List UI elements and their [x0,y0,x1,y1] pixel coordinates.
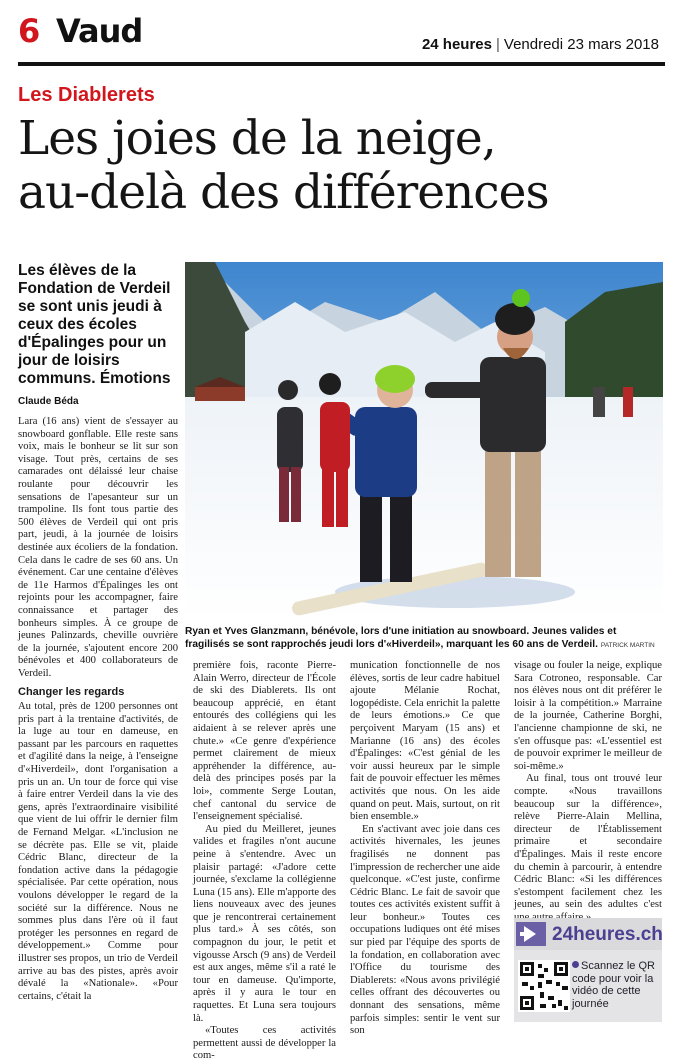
promo-description [572,960,660,1010]
text-column-3 [350,660,500,1037]
paragraph: «Toutes ces activités permettent aussi de développer la com- [193,1025,336,1062]
promo-website[interactable]: 24heures.ch [552,924,663,945]
photo-caption [185,626,663,652]
promo-text: Scannez le QR code pour voir la vidéo de cette journée [572,960,655,1010]
video-promo-box [514,918,662,1022]
masthead [422,36,659,53]
bullet-icon [572,961,579,968]
page-number: 6 [18,12,41,50]
subheading: Changer les regards [18,686,125,699]
newspaper-name: 24 heures [421,36,492,53]
paragraph: munication fonctionnelle de nos élèves, sortis de leur cadre habituel ajoute Mélanie Rochat, logopédiste. Cela enrichit la palette de leurs émotions.» Ce que perçoivent Maryam (15 ans) et Marianne (16 ans) des écoles d'Épalinges: «C'est génial de les voir aussi heureux par le simple fait de pouvoir effectuer les mêmes activités que nous. On les aide quand on peut. Mais, surtout, on rit bien ensemble.» [350,660,500,823]
header-rule [18,62,665,66]
article-headline [18,112,658,220]
arrow-right-icon [516,922,546,946]
article-kicker: Les Diablerets [18,84,155,106]
section-name: Vaud [56,12,143,50]
text-column-4 [514,660,662,911]
paragraph: Au pied du Meilleret, jeunes valides et fragiles n'ont aucune peine à s'entendre. Avec un plaisir partagé: «J'adore cette journée, s'exclame la collégienne Luna (15 ans). Elle m'apporte des liens nouveaux avec des jeunes que je rencontrerai certainement plus tard.» À ses côtés, son compagnon du jour, le petit et vigousse Arsch (9 ans) de Verdeil est aux anges, même s'il a raté le tour en dameuse. Qu'importe, après il y aura le tour en raquettes. Et Luna sera toujours là. [193,823,336,1024]
paragraph: Au total, près de 1200 personnes ont pris part à la trentaine d'activités, de la luge au tour en dameuse, en passant par les parcours en raquettes et d'agilité dans la neige, à l'enseigne d'«Hiverdeil», dont l'organisation a pris un an. Un tour de force qui vise à faire entrer Verdeil dans la vie des gens, après l'extraordinaire visibilité que vient de lui offrir le dernier film de Fernand Melgar. «L'inclusion ne se décrète pas. Elle se vit, plaide Cédric Blanc, directeur de la fondation active dans la pédagogie spécialisée. Par cette opération, nous voulons développer le regard de la société sur la différence. Nous ne sommes plus dans l'ère où il faut protéger les personnes en regard de développement.» Comme pour illustrer ses propos, un trio de Verdeil arrive au bas des pistes, après avoir dévalé la «Nationale». «Pour certains, c'était la [18,701,178,1002]
article-author: Claude Béda [18,396,79,407]
paragraph: Au final, tous ont trouvé leur compte. «Nous travaillons beaucoup sur la différence», relève Pierre-Alain Mellina, directeur de l'Établissement primaire et secondaire d'Épalinges. Mais il reste encore du chemin à parcourir, à entendre Cédric Blanc: «Si les différences s'estompent facilement chez les jeunes, au sein des adultes c'est [514,773,662,911]
caption-text: Ryan et Yves Glanzmann, bénévole, lors d'une initiation au snowboard. Jeunes valides et fragilisés se sont rapprochés jeudi lors d'«Hiverdeil», marquant les 60 ans de Verdeil. [185,626,617,650]
paragraph: Lara (16 ans) vient de s'essayer au snowboard gonflable. Elle reste sans voix, mais le bonheur se lit sur son visage. Tout près, certains de ses camarades ont délaissé leur chaise roulante pour découvrir les sensations de l'apesanteur sur un trampoline. Ils font tous partie des 500 élèves de Verdeil qui ont pris part, jeudi, à la journée de loisirs destinée aux écoliers de la fondation. Cela dans le cadre de ses 60 ans. Un événement. Car une centaine d'élèves de 11e Harmos d'Épalinges les ont rejoints pour les accompagner, faire connaissance et partager des bonheurs simples. À ce groupe de jeunes Palinzards, cheville ouvrière de la journée, s'ajoutent encore 200 bénévoles et 400 collaborateurs de Verdeil. [18,416,178,679]
promo-header [514,918,662,950]
snowboard-scene-image [185,262,663,620]
issue-date: Vendredi 23 mars 2018 [503,36,659,53]
qr-code-icon[interactable] [518,960,570,1012]
page-header [18,12,665,60]
text-column-2 [193,660,336,1062]
article-photo [185,262,663,620]
text-column-1 [18,416,178,1022]
headline-line-2: au-delà des différences [18,165,549,220]
headline-line-1: Les joies de la neige, [18,111,496,166]
paragraph: En s'activant avec joie dans ces activités hivernales, les jeunes fragilisés ne donnent pas l'impression de rechercher une aide quelconque. «C'est juste, confirme Cédric Blanc. Le fait de savoir que toutes ces activités existent suffit à leur bonheur.» Toutes ces occupations ludiques ont été mises sur pied par l'équipe des sports de la fondation, en collaboration avec l'Office du tourisme des Diablerets: «Nous avons privilégié celles offrant des découvertes ou donnant des sensations, même parfois simples: sentir le vent sur son [350,823,500,1037]
photo-credit: PATRICK MARTIN [600,641,655,649]
paragraph: première fois, raconte Pierre-Alain Werro, directeur de l'École de ski des Diablerets. Ils ont beaucoup apprécié, en étant entourés des collégiens qui les aidaient à se relever après une chute.» «Ce genre d'expérience permet clairement de mieux appréhender la différence, au-delà des principes posés par la loi», commente Serge Loutan, chef cantonal du service de l'enseignement spécialisé. [193,660,336,823]
masthead-separator: | [495,36,500,53]
paragraph: visage ou fouler la neige, explique Sara Cotroneo, responsable. Car nos élèves nous ont dit préférer le loisir à la compétition.» Marraine de la journée, Catherine Borghi, l'ancienne championne de ski, ne s'en offusque pas: «L'essentiel est de pouvoir exprimer le meilleur de soi-même.» [514,660,662,772]
article-lead: Les élèves de la Fondation de Verdeil se sont unis jeudi à ceux des écoles d'Épalinges pour un jour de loisirs communs. Émotions [18,262,171,387]
